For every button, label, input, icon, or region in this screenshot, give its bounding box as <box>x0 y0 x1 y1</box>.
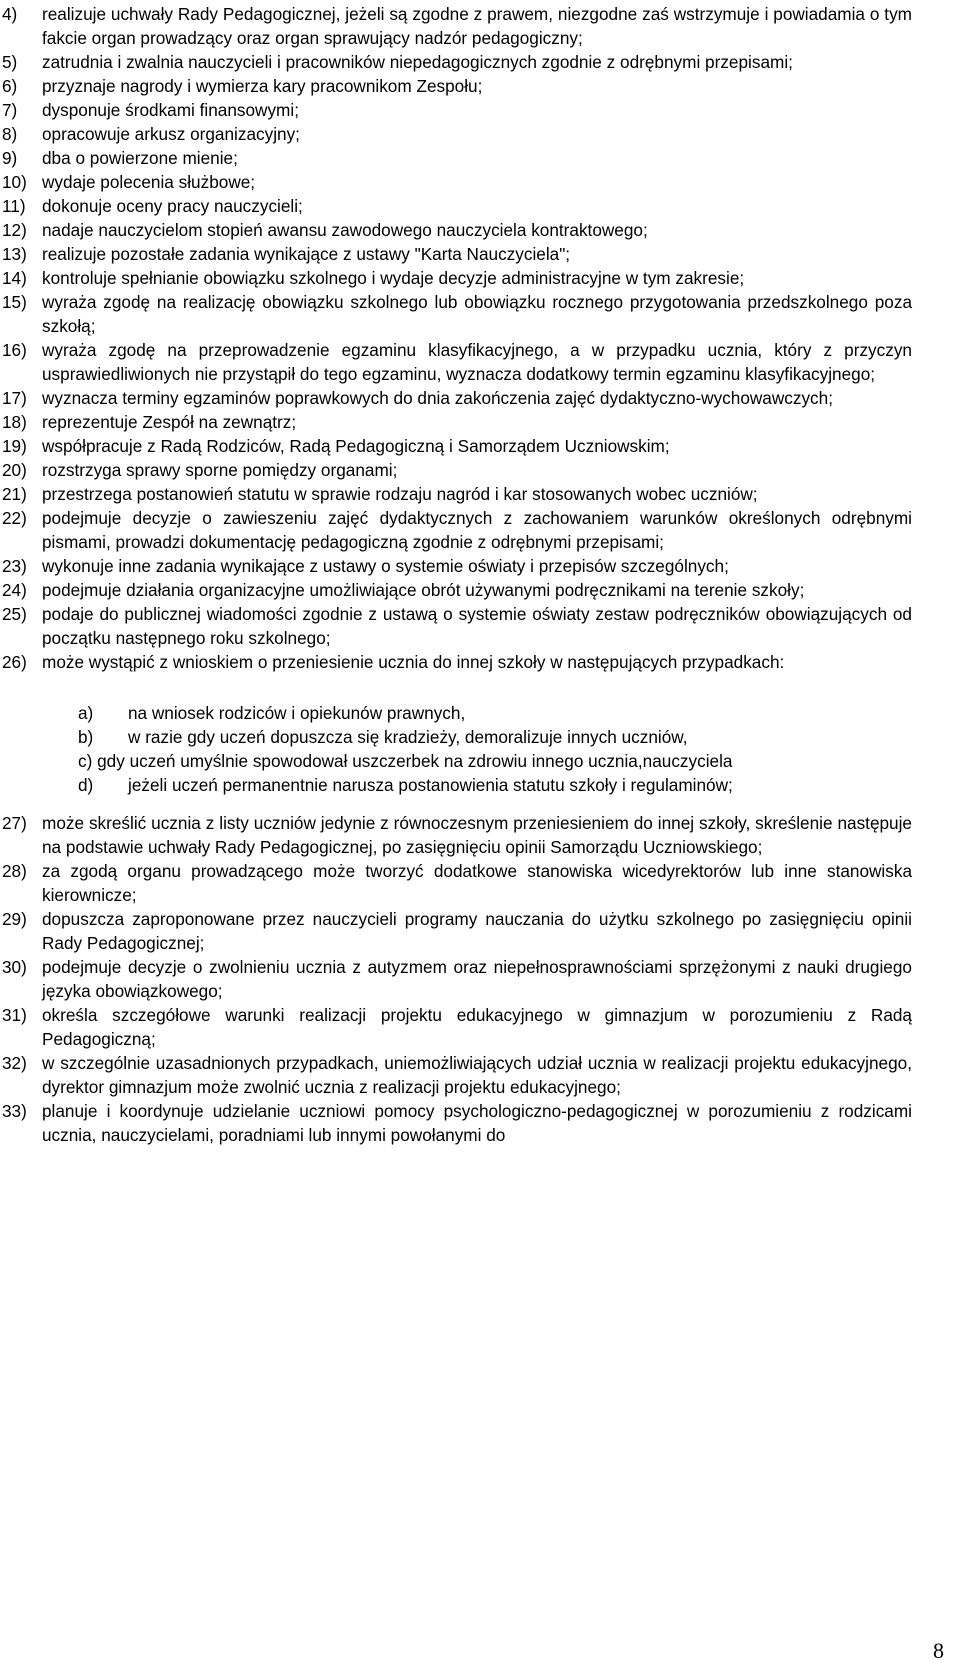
list-item <box>0 434 912 458</box>
list-item <box>0 242 912 266</box>
item-text: wydaje polecenia służbowe; <box>42 172 256 192</box>
item-number: 33) <box>2 1101 27 1121</box>
list-item <box>0 1051 912 1099</box>
list-item <box>0 290 912 338</box>
item-text: przyznaje nagrody i wymierza kary pracownikom Zespołu; <box>42 76 483 96</box>
item-text: rozstrzyga sprawy sporne pomiędzy organami; <box>42 460 398 480</box>
item-number: 24) <box>2 580 27 600</box>
item-text: podejmuje decyzje o zwolnieniu ucznia z autyzmem oraz niepełnosprawnościami sprzężonymi z nauki drugiego języka obowiązkowego; <box>42 957 912 1001</box>
item-text: wyraża zgodę na przeprowadzenie egzaminu klasyfikacyjnego, a w przypadku ucznia, który z przyczyn usprawiedliwionych nie przystąpił do tego egzaminu, wyznacza dodatkowy termin egzaminu klasyfikacyjnego; <box>42 340 912 384</box>
list-item <box>0 2 912 50</box>
list-item <box>0 458 912 482</box>
item-number: 4) <box>2 4 18 24</box>
item-number: 13) <box>2 244 27 264</box>
item-number: 16) <box>2 340 27 360</box>
list-item <box>0 907 912 955</box>
item-text: za zgodą organu prowadzącego może tworzyć dodatkowe stanowiska wicedyrektorów lub inne stanowiska kierownicze; <box>42 861 912 905</box>
list-item <box>0 650 912 674</box>
item-number: 5) <box>2 52 18 72</box>
item-text: dokonuje oceny pracy nauczycieli; <box>42 196 303 216</box>
item-text: zatrudnia i zwalnia nauczycieli i pracowników niepedagogicznych zgodnie z odrębnymi przepisami; <box>42 52 793 72</box>
item-number: 31) <box>2 1005 27 1025</box>
duties-list-bottom <box>0 811 960 1147</box>
sub-list-item <box>0 773 912 797</box>
sub-item-label: b) <box>78 727 94 747</box>
item-number: 12) <box>2 220 27 240</box>
sub-item-text: jeżeli uczeń permanentnie narusza postanowienia statutu szkoły i regulaminów; <box>128 775 733 795</box>
list-item <box>0 1099 912 1147</box>
item-text: przestrzega postanowień statutu w sprawie rodzaju nagród i kar stosowanych wobec uczniów; <box>42 484 758 504</box>
sub-item-label: d) <box>78 775 94 795</box>
transfer-cases-list <box>0 701 960 797</box>
item-text: dopuszcza zaproponowane przez nauczycieli programy nauczania do użytku szkolnego po zasięgnięciu opinii Rady Pedagogicznej; <box>42 909 912 953</box>
item-text: może skreślić ucznia z listy uczniów jedynie z równoczesnym przeniesieniem do innej szkoły, skreślenie następuje na podstawie uchwały Rady Pedagogicznej, po zasięgnięciu opinii Samorządu Uczniowskiego; <box>42 813 912 857</box>
sub-list-item <box>0 701 912 725</box>
list-item <box>0 74 912 98</box>
list-item <box>0 811 912 859</box>
item-number: 14) <box>2 268 27 288</box>
item-number: 25) <box>2 604 27 624</box>
sub-list-item <box>0 725 912 749</box>
item-number: 11) <box>2 196 26 216</box>
list-item <box>0 98 912 122</box>
item-text: reprezentuje Zespół na zewnątrz; <box>42 412 297 432</box>
list-item <box>0 578 912 602</box>
list-item <box>0 194 912 218</box>
list-item <box>0 338 912 386</box>
list-item <box>0 410 912 434</box>
item-number: 17) <box>2 388 27 408</box>
sub-item-text: w razie gdy uczeń dopuszcza się kradzieży, demoralizuje innych uczniów, <box>128 727 688 747</box>
item-number: 26) <box>2 652 27 672</box>
item-text: w szczególnie uzasadnionych przypadkach, uniemożliwiających udział ucznia w realizacji projektu edukacyjnego, dyrektor gimnazjum może zwolnić ucznia z realizacji projektu edukacyjnego; <box>42 1053 912 1097</box>
item-number: 28) <box>2 861 27 881</box>
item-text: wyraża zgodę na realizację obowiązku szkolnego lub obowiązku rocznego przygotowania przedszkolnego poza szkołą; <box>42 292 912 336</box>
item-text: nadaje nauczycielom stopień awansu zawodowego nauczyciela kontraktowego; <box>42 220 648 240</box>
item-number: 7) <box>2 100 18 120</box>
list-item <box>0 482 912 506</box>
list-item <box>0 506 912 554</box>
sub-list-item <box>0 749 912 773</box>
item-number: 10) <box>2 172 27 192</box>
list-item <box>0 146 912 170</box>
item-text: dba o powierzone mienie; <box>42 148 238 168</box>
page-number: 8 <box>933 1638 944 1663</box>
item-text: podejmuje decyzje o zawieszeniu zajęć dydaktycznych z zachowaniem warunków określonych odrębnymi pismami, prowadzi dokumentację pedagogiczną zgodnie z odrębnymi przepisami; <box>42 508 912 552</box>
list-item <box>0 266 912 290</box>
list-item <box>0 170 912 194</box>
sub-item-label: c) <box>78 751 93 771</box>
item-number: 18) <box>2 412 27 432</box>
item-number: 32) <box>2 1053 27 1073</box>
item-text: kontroluje spełnianie obowiązku szkolnego i wydaje decyzje administracyjne w tym zakresie; <box>42 268 745 288</box>
item-number: 30) <box>2 957 27 977</box>
duties-list-top <box>0 2 960 674</box>
item-text: opracowuje arkusz organizacyjny; <box>42 124 300 144</box>
list-item <box>0 554 912 578</box>
document-page <box>0 2 960 1147</box>
item-number: 29) <box>2 909 27 929</box>
item-text: dysponuje środkami finansowymi; <box>42 100 299 120</box>
item-text: współpracuje z Radą Rodziców, Radą Pedagogiczną i Samorządem Uczniowskim; <box>42 436 670 456</box>
list-item <box>0 386 912 410</box>
item-text: realizuje uchwały Rady Pedagogicznej, jeżeli są zgodne z prawem, niezgodne zaś wstrzymuje i powiadamia o tym fakcie organ prowadzący oraz organ sprawujący nadzór pedagogiczny; <box>42 4 912 48</box>
list-item <box>0 955 912 1003</box>
sub-item-label: a) <box>78 703 94 723</box>
item-number: 23) <box>2 556 27 576</box>
item-number: 22) <box>2 508 27 528</box>
list-item <box>0 602 912 650</box>
list-item <box>0 1003 912 1051</box>
item-text: podejmuje działania organizacyjne umożliwiające obrót używanymi podręcznikami na terenie szkoły; <box>42 580 805 600</box>
item-text: określa szczegółowe warunki realizacji projektu edukacyjnego w gimnazjum w porozumieniu z Radą Pedagogiczną; <box>42 1005 912 1049</box>
item-number: 19) <box>2 436 27 456</box>
item-number: 21) <box>2 484 27 504</box>
list-item <box>0 859 912 907</box>
list-item <box>0 50 912 74</box>
sub-item-text: gdy uczeń umyślnie spowodował uszczerbek na zdrowiu innego ucznia,nauczyciela <box>97 751 733 771</box>
item-number: 6) <box>2 76 18 96</box>
item-number: 9) <box>2 148 18 168</box>
item-number: 8) <box>2 124 18 144</box>
item-number: 27) <box>2 813 27 833</box>
item-number: 20) <box>2 460 27 480</box>
item-text: planuje i koordynuje udzielanie uczniowi pomocy psychologiczno-pedagogicznej w porozumieniu z rodzicami ucznia, nauczycielami, poradniami lub innymi powołanymi do <box>42 1101 912 1145</box>
list-item <box>0 122 912 146</box>
item-text: może wystąpić z wnioskiem o przeniesienie ucznia do innej szkoły w następujących przypadkach: <box>42 652 785 672</box>
item-text: wyznacza terminy egzaminów poprawkowych do dnia zakończenia zajęć dydaktyczno-wychowawczych; <box>42 388 833 408</box>
item-text: realizuje pozostałe zadania wynikające z ustawy "Karta Nauczyciela"; <box>42 244 571 264</box>
list-item <box>0 218 912 242</box>
sub-item-text: na wniosek rodziców i opiekunów prawnych, <box>128 703 466 723</box>
item-text: podaje do publicznej wiadomości zgodnie z ustawą o systemie oświaty zestaw podręczników obowiązujących od początku następnego roku szkolnego; <box>42 604 912 648</box>
item-number: 15) <box>2 292 27 312</box>
item-text: wykonuje inne zadania wynikające z ustawy o systemie oświaty i przepisów szczególnych; <box>42 556 729 576</box>
